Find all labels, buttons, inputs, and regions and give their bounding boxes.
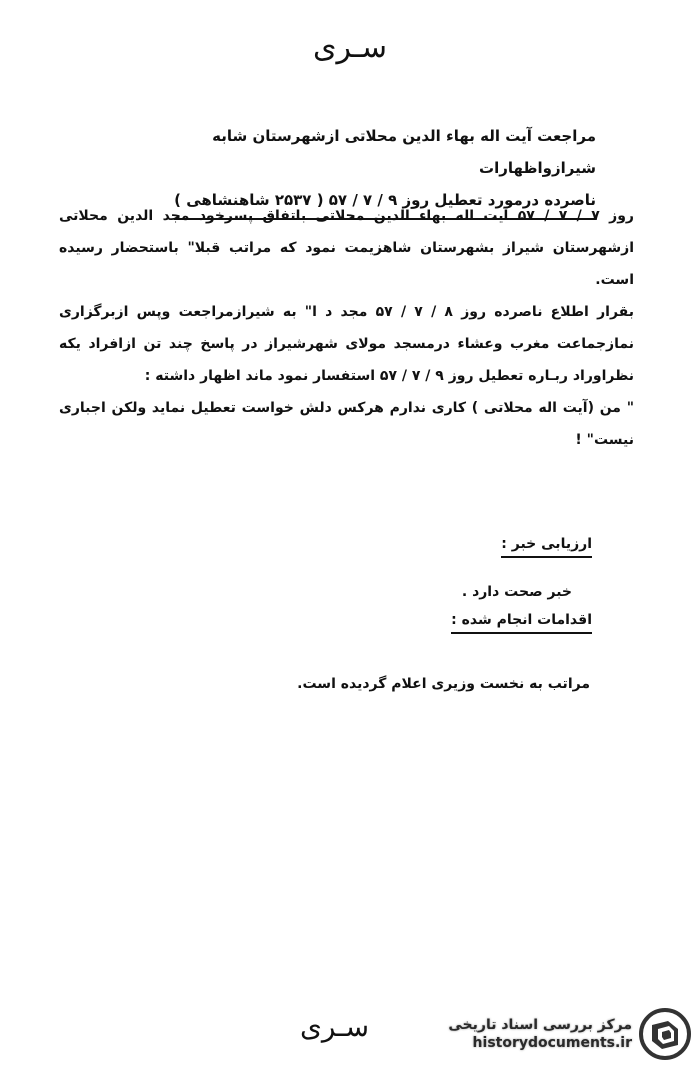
body-paragraph-3: " من (آیت اله محلاتی ) کاری ندارم هرکس دلش خواست تعطیل نماید ولکن اجباری نیست" !	[59, 400, 634, 448]
subject-line-2: ناصرده درمورد تعطیل روز ۹ / ۷ / ۵۷ ( ۲۵۳۷ شاهنشاهی )	[174, 184, 596, 220]
classification-mark-bottom: سـرى	[300, 1010, 370, 1043]
body-paragraph-1: روز ۷ / ۷ / ۵۷ آیت اله بهاء الدین محلاتی باتفاق پسرخود مجد الدین محلاتی ازشهرستان شیراز بشهرستان شاهزیمت نمود که مراتب قبلا" باستحضار رسیده است.	[59, 208, 634, 288]
watermark	[422, 1006, 692, 1062]
archive-logo-icon	[638, 1007, 692, 1061]
body-paragraph-2: بقرار اطلاع ناصرده روز ۸ / ۷ / ۵۷ مجد د ا" به شیرازمراجعت وپس ازبرگزاری نمازجماعت مغرب وعشاء درمسجد مولای شهرشیراز در پاسخ چند تن ازافراد یکه نظراوراد ربـاره تعطیل روز ۹ / ۷ / ۵۷ استفسار نمود ماند اظهار داشته :	[59, 304, 634, 384]
actions-text: مراتب به نخست وزیری اعلام گردیده است.	[297, 676, 590, 692]
actions-title: اقدامات انجام شده :	[451, 612, 592, 634]
evaluation-title: ارزیابی خبر :	[501, 536, 592, 558]
subject-line-1: مراجعت آیت اله بهاء الدین محلاتی ازشهرستان شابه شیرازواظهارات	[212, 127, 596, 177]
document-body	[59, 200, 634, 456]
classification-mark-top: سـرى	[313, 30, 387, 65]
watermark-url: historydocuments.ir	[472, 1035, 632, 1051]
watermark-text	[422, 1017, 632, 1051]
watermark-org-name: مرکز بررسی اسناد تاریخی	[448, 1017, 632, 1033]
evaluation-section	[332, 536, 592, 634]
evaluation-text: خبر صحت دارد .	[461, 584, 572, 600]
